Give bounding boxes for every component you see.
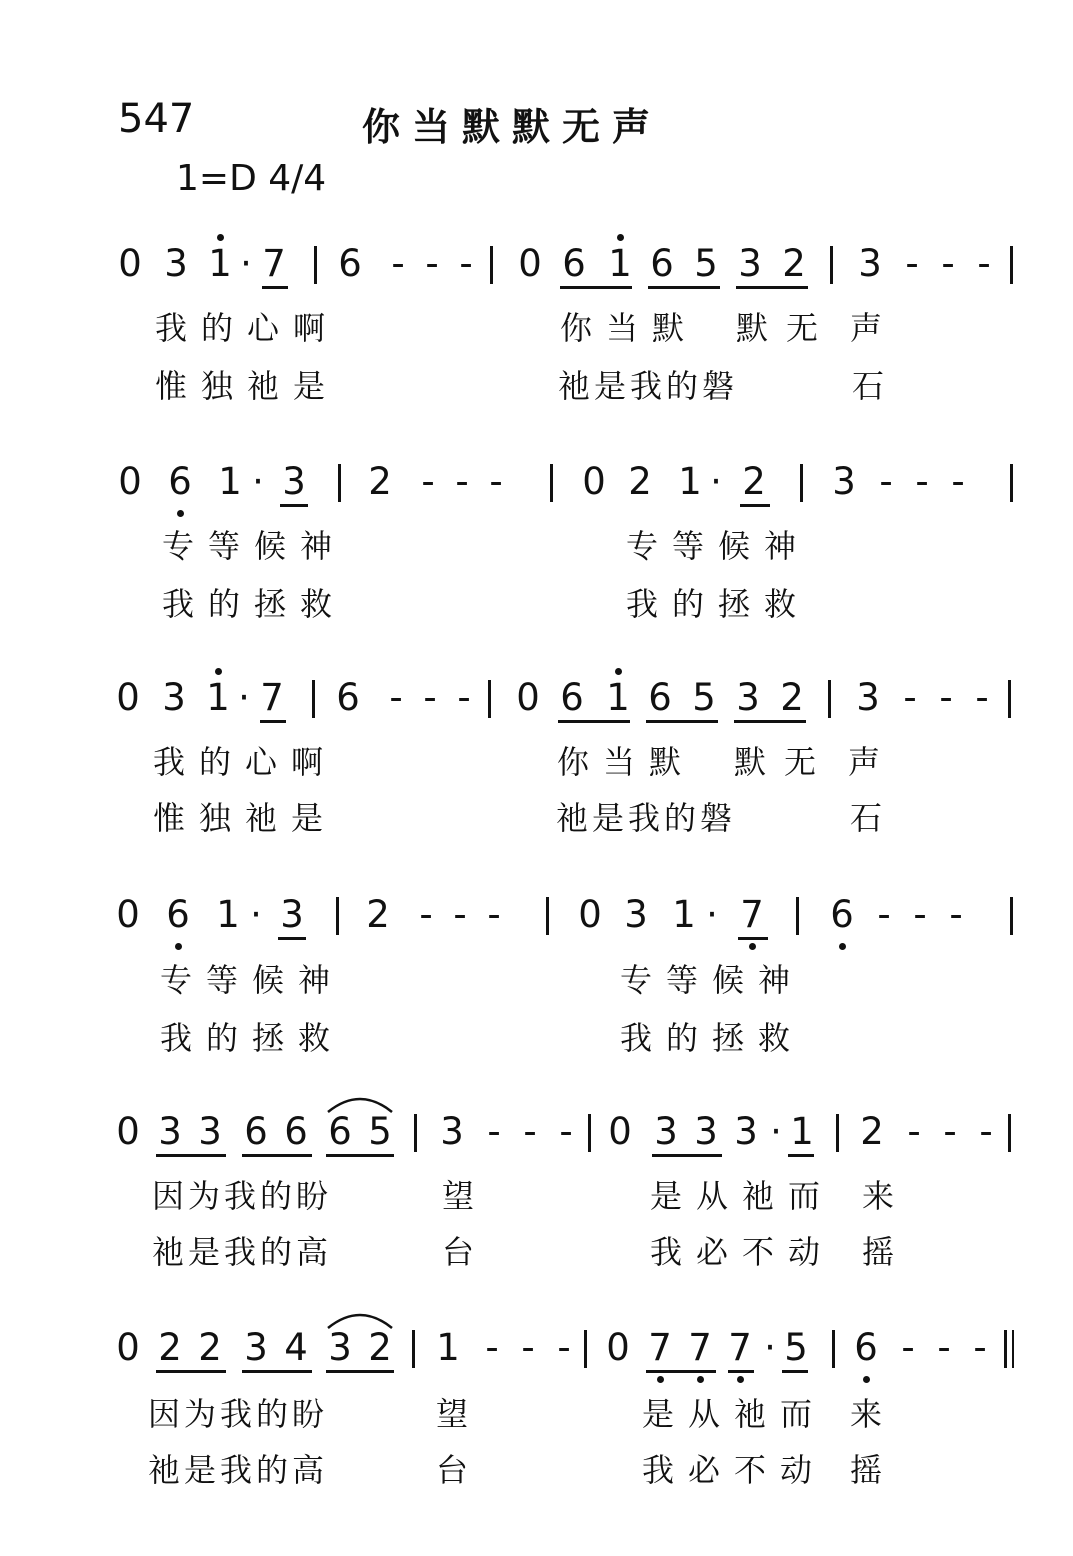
note: 3 [858,242,882,285]
note: 3 [738,242,762,285]
beam-underline [260,720,286,723]
dash: - [487,893,501,936]
beam-underline [156,1370,226,1373]
beam-underline [740,504,770,507]
note: 1 [218,460,242,503]
note: 3 [164,242,188,285]
note: 0 [608,1110,632,1153]
beam-underline [156,1154,226,1157]
note: 5 [692,676,716,719]
note: 0 [582,460,606,503]
note: 1 [678,460,702,503]
octave-dot-below [749,943,756,950]
beam-underline [262,286,288,289]
note: 2 [368,460,392,503]
dash: - [487,1110,501,1153]
note: 2 [628,460,652,503]
lyric-verse1: 因为我的盼 [152,1177,333,1215]
note: 0 [116,676,140,719]
dash: - [903,676,917,719]
octave-dot-below [863,1376,870,1383]
dash: - [421,460,435,503]
note: 3 [280,893,304,936]
note: 5 [784,1326,808,1369]
beam-underline [788,1154,814,1157]
barline [796,897,799,935]
note: 0 [116,1110,140,1153]
note: 6 [284,1110,308,1153]
note: 1 [208,242,232,285]
note: 3 [694,1110,718,1153]
dash: - [915,460,929,503]
dash: - [913,893,927,936]
dash: - [459,242,473,285]
note: 6 [854,1326,878,1369]
hymn-number: 547 [118,96,195,142]
lyric-verse1: 专等候神 [162,527,347,565]
lyric-verse1: 专等候神 [620,961,805,999]
lyric-verse1: 因为我的盼 [148,1395,329,1433]
barline [1012,1330,1014,1368]
note: 6 [648,676,672,719]
beam-underline [326,1370,394,1373]
dash: - [937,1326,951,1369]
dash: - [453,893,467,936]
lyric-verse2: 祂是我的磐 [558,367,739,405]
lyric-verse1: 来 [862,1177,913,1215]
lyric-verse1: 是从祂而 [642,1395,827,1433]
beam-underline [242,1370,312,1373]
dash: - [455,460,469,503]
octave-dot-below [839,943,846,950]
augmentation-dot: · [706,893,718,936]
note: 0 [518,242,542,285]
octave-dot-above [617,234,624,241]
beam-underline [728,1370,754,1373]
note: 6 [560,676,584,719]
note: 0 [578,893,602,936]
barline [1010,464,1013,502]
note: 2 [368,1326,392,1369]
note: 3 [832,460,856,503]
augmentation-dot: · [238,676,250,719]
barline [832,1330,835,1368]
barline [836,1114,839,1152]
note: 0 [116,1326,140,1369]
dash: - [489,460,503,503]
barline [412,1330,415,1368]
barline [800,464,803,502]
lyric-verse1: 默无 [734,743,835,781]
lyric-verse1: 我的心啊 [153,743,338,781]
note: 2 [780,676,804,719]
slur [326,1092,394,1114]
note: 3 [162,676,186,719]
note: 2 [198,1326,222,1369]
barline [1008,1114,1011,1152]
note: 7 [260,676,284,719]
barline [488,680,491,718]
note: 2 [860,1110,884,1153]
note: 2 [782,242,806,285]
barline [1010,897,1013,935]
lyric-verse1: 专等候神 [626,527,811,565]
augmentation-dot: · [770,1110,782,1153]
beam-underline [278,937,306,940]
octave-dot-above [215,668,222,675]
note: 1 [206,676,230,719]
beam-underline [782,1370,808,1373]
note: 0 [118,460,142,503]
lyric-verse1: 望 [442,1177,493,1215]
lyric-verse2: 台 [436,1451,487,1489]
barline [1004,1330,1007,1368]
lyric-verse2: 惟独祂是 [155,367,340,405]
lyric-verse2: 我的拯救 [620,1019,805,1057]
dash: - [425,242,439,285]
dash: - [907,1110,921,1153]
note: 0 [116,893,140,936]
note: 7 [688,1326,712,1369]
barline [414,1114,417,1152]
note: 6 [328,1110,352,1153]
dash: - [975,676,989,719]
beam-underline [652,1154,722,1157]
octave-dot-above [217,234,224,241]
lyric-verse2: 我的拯救 [160,1019,345,1057]
dash: - [905,242,919,285]
note: 3 [198,1110,222,1153]
barline [550,464,553,502]
note: 2 [742,460,766,503]
octave-dot-below [657,1376,664,1383]
beam-underline [646,1370,716,1373]
lyric-verse1: 专等候神 [160,961,345,999]
augmentation-dot: · [240,242,252,285]
note: 1 [608,242,632,285]
note: 1 [606,676,630,719]
note: 6 [562,242,586,285]
note: 0 [606,1326,630,1369]
note: 2 [158,1326,182,1369]
augmentation-dot: · [710,460,722,503]
dash: - [557,1326,571,1369]
lyric-verse2: 石 [850,799,901,837]
octave-dot-above [615,668,622,675]
dash: - [419,893,433,936]
note: 3 [158,1110,182,1153]
note: 7 [728,1326,752,1369]
octave-dot-below [175,943,182,950]
note: 0 [516,676,540,719]
dash: - [939,676,953,719]
note: 3 [736,676,760,719]
lyric-verse2: 祂是我的磐 [556,799,737,837]
note: 3 [734,1110,758,1153]
lyric-verse1: 是从祂而 [650,1177,835,1215]
dash: - [977,242,991,285]
lyric-verse1: 我的心啊 [155,309,340,347]
lyric-verse1: 你当默 [557,743,696,781]
barline [828,680,831,718]
barline [546,897,549,935]
augmentation-dot: · [250,893,262,936]
note: 2 [366,893,390,936]
note: 7 [262,242,286,285]
dash: - [951,460,965,503]
barline [584,1330,587,1368]
lyric-verse2: 摇 [862,1233,913,1271]
dash: - [389,676,403,719]
lyric-verse2: 摇 [850,1451,901,1489]
lyric-verse1: 声 [848,743,899,781]
lyric-verse2: 我的拯救 [162,585,347,623]
lyric-verse1: 望 [436,1395,487,1433]
note: 5 [694,242,718,285]
augmentation-dot: · [764,1326,776,1369]
note: 7 [740,893,764,936]
lyric-verse2: 我必不动 [650,1233,835,1271]
barline [312,680,315,718]
note: 1 [672,893,696,936]
beam-underline [326,1154,394,1157]
beam-underline [280,504,308,507]
barline [490,246,493,284]
dash: - [521,1326,535,1369]
note: 3 [440,1110,464,1153]
octave-dot-below [177,510,184,517]
barline [1010,246,1013,284]
note: 3 [244,1326,268,1369]
note: 6 [168,460,192,503]
note: 3 [624,893,648,936]
beam-underline [242,1154,312,1157]
dash: - [879,460,893,503]
octave-dot-below [737,1376,744,1383]
beam-underline [646,720,718,723]
dash: - [877,893,891,936]
dash: - [943,1110,957,1153]
note: 5 [368,1110,392,1153]
note: 6 [830,893,854,936]
note: 6 [166,893,190,936]
barline [336,897,339,935]
beam-underline [738,937,768,940]
note: 3 [856,676,880,719]
key-signature: 1=D 4/4 [176,158,327,199]
note: 3 [328,1326,352,1369]
dash: - [901,1326,915,1369]
lyric-verse1: 来 [850,1395,901,1433]
note: 4 [284,1326,308,1369]
octave-dot-below [697,1376,704,1383]
barline [338,464,341,502]
dash: - [949,893,963,936]
note: 0 [118,242,142,285]
barline [314,246,317,284]
lyric-verse1: 声 [850,309,901,347]
note: 1 [790,1110,814,1153]
lyric-verse1: 默无 [736,309,837,347]
lyric-verse2: 石 [852,367,903,405]
lyric-verse2: 我必不动 [642,1451,827,1489]
dash: - [941,242,955,285]
lyric-verse2: 惟独祂是 [153,799,338,837]
lyric-verse1: 你当默 [560,309,699,347]
lyric-verse2: 祂是我的高 [148,1451,329,1489]
dash: - [559,1110,573,1153]
note: 7 [648,1326,672,1369]
note: 3 [282,460,306,503]
note: 6 [338,242,362,285]
beam-underline [648,286,720,289]
note: 6 [336,676,360,719]
dash: - [391,242,405,285]
dash: - [523,1110,537,1153]
barline [588,1114,591,1152]
barline [830,246,833,284]
dash: - [973,1326,987,1369]
lyric-verse2: 祂是我的高 [152,1233,333,1271]
note: 1 [216,893,240,936]
beam-underline [734,720,806,723]
beam-underline [558,720,630,723]
note: 3 [654,1110,678,1153]
dash: - [457,676,471,719]
lyric-verse2: 我的拯救 [626,585,811,623]
beam-underline [560,286,632,289]
note: 6 [244,1110,268,1153]
lyric-verse2: 台 [442,1233,493,1271]
dash: - [979,1110,993,1153]
hymn-title: 你当默默无声 [362,105,663,149]
dash: - [485,1326,499,1369]
note: 1 [436,1326,460,1369]
beam-underline [736,286,808,289]
dash: - [423,676,437,719]
barline [1008,680,1011,718]
slur [326,1308,394,1330]
note: 6 [650,242,674,285]
augmentation-dot: · [252,460,264,503]
